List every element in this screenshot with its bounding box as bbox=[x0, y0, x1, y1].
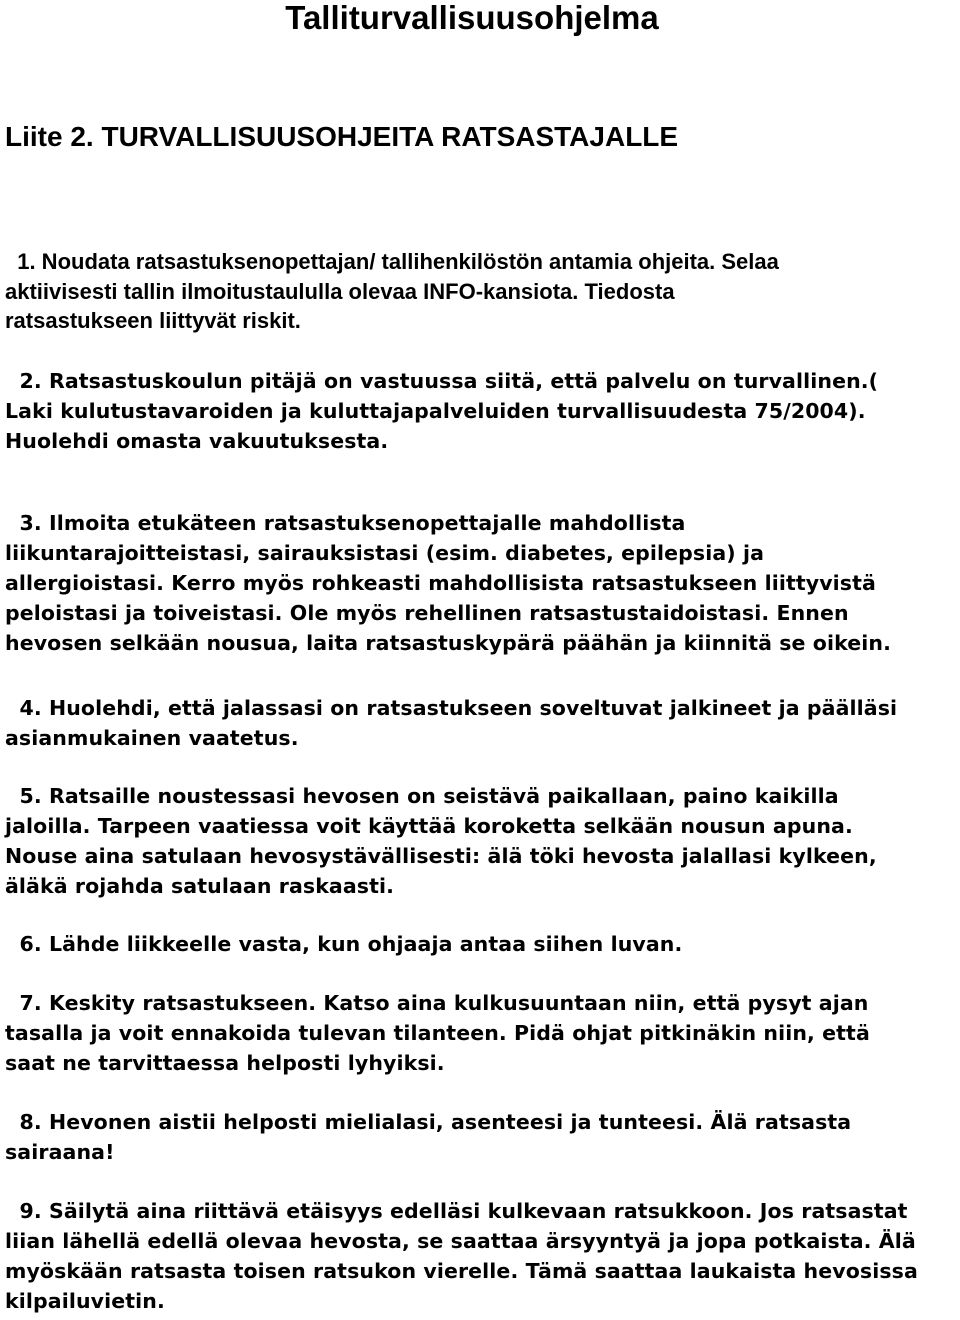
guideline-line: sairaana! bbox=[5, 1140, 115, 1164]
guideline-line: Laki kulutustavaroiden ja kuluttajapalveluiden turvallisuudesta 75/2004). bbox=[5, 399, 866, 423]
guideline-item-6 bbox=[5, 929, 950, 959]
appendix-heading: Liite 2. TURVALLISUUSOHJEITA RATSASTAJALLE bbox=[5, 121, 679, 152]
guideline-line: 2. Ratsastuskoulun pitäjä on vastuussa siitä, että palvelu on turvallinen.( bbox=[5, 369, 879, 393]
guideline-item-7 bbox=[5, 988, 950, 1078]
guideline-line: peloistasi ja toiveistasi. Ole myös rehellinen ratsastustaidoistasi. Ennen bbox=[5, 601, 849, 625]
guideline-line: hevosen selkään nousua, laita ratsastuskypärä päähän ja kiinnitä se oikein. bbox=[5, 631, 892, 655]
guideline-line: saat ne tarvittaessa helposti lyhyiksi. bbox=[5, 1051, 445, 1075]
guideline-line: ratsastukseen liittyvät riskit. bbox=[5, 308, 301, 333]
guideline-line: 6. Lähde liikkeelle vasta, kun ohjaaja antaa siihen luvan. bbox=[5, 932, 683, 956]
guideline-line: äläkä rojahda satulaan raskaasti. bbox=[5, 874, 395, 898]
guideline-line: aktiivisesti tallin ilmoitustaululla olevaa INFO-kansiota. Tiedosta bbox=[5, 278, 675, 304]
guideline-item-1 bbox=[5, 247, 950, 336]
guideline-item-9 bbox=[5, 1196, 950, 1316]
guideline-item-3 bbox=[5, 508, 950, 658]
guideline-line: 5. Ratsaille noustessasi hevosen on seistävä paikallaan, paino kaikilla bbox=[5, 784, 839, 808]
guideline-line: Nouse aina satulaan hevosystävällisesti: älä töki hevosta jalallasi kylkeen, bbox=[5, 844, 877, 868]
guideline-item-2 bbox=[5, 366, 950, 456]
guideline-item-5 bbox=[5, 781, 950, 901]
guideline-line: liikuntarajoitteistasi, sairauksistasi (esim. diabetes, epilepsia) ja bbox=[5, 541, 765, 565]
guideline-line: kilpailuvietin. bbox=[5, 1289, 165, 1313]
guideline-line: jaloilla. Tarpeen vaatiessa voit käyttää koroketta selkään nousun apuna. bbox=[5, 814, 853, 838]
document-title: Talliturvallisuusohjelma bbox=[285, 0, 659, 36]
guideline-item-8 bbox=[5, 1107, 950, 1167]
guideline-line: 1. Noudata ratsastuksenopettajan/ tallihenkilöstön antamia ohjeita. Selaa bbox=[5, 249, 779, 274]
guideline-line: myöskään ratsasta toisen ratsukon vierelle. Tämä saattaa laukaista hevosissa bbox=[5, 1259, 918, 1283]
guideline-line: 4. Huolehdi, että jalassasi on ratsastukseen soveltuvat jalkineet ja päälläsi bbox=[5, 696, 898, 720]
guideline-line: 9. Säilytä aina riittävä etäisyys edelläsi kulkevaan ratsukkoon. Jos ratsastat bbox=[5, 1199, 908, 1223]
guideline-item-4 bbox=[5, 693, 950, 753]
guideline-line: tasalla ja voit ennakoida tulevan tilanteen. Pidä ohjat pitkinäkin niin, että bbox=[5, 1021, 870, 1045]
guideline-line: 7. Keskity ratsastukseen. Katso aina kulkusuuntaan niin, että pysyt ajan bbox=[5, 991, 869, 1015]
guideline-line: liian lähellä edellä olevaa hevosta, se saattaa ärsyyntyä ja jopa potkaista. Älä bbox=[5, 1229, 916, 1253]
guideline-line: 8. Hevonen aistii helposti mielialasi, asenteesi ja tunteesi. Älä ratsasta bbox=[5, 1110, 852, 1134]
guideline-line: allergioistasi. Kerro myös rohkeasti mahdollisista ratsastukseen liittyvistä bbox=[5, 571, 876, 595]
guideline-line: 3. Ilmoita etukäteen ratsastuksenopettajalle mahdollista bbox=[5, 511, 686, 535]
guideline-line: Huolehdi omasta vakuutuksesta. bbox=[5, 429, 389, 453]
guideline-line: asianmukainen vaatetus. bbox=[5, 726, 299, 750]
